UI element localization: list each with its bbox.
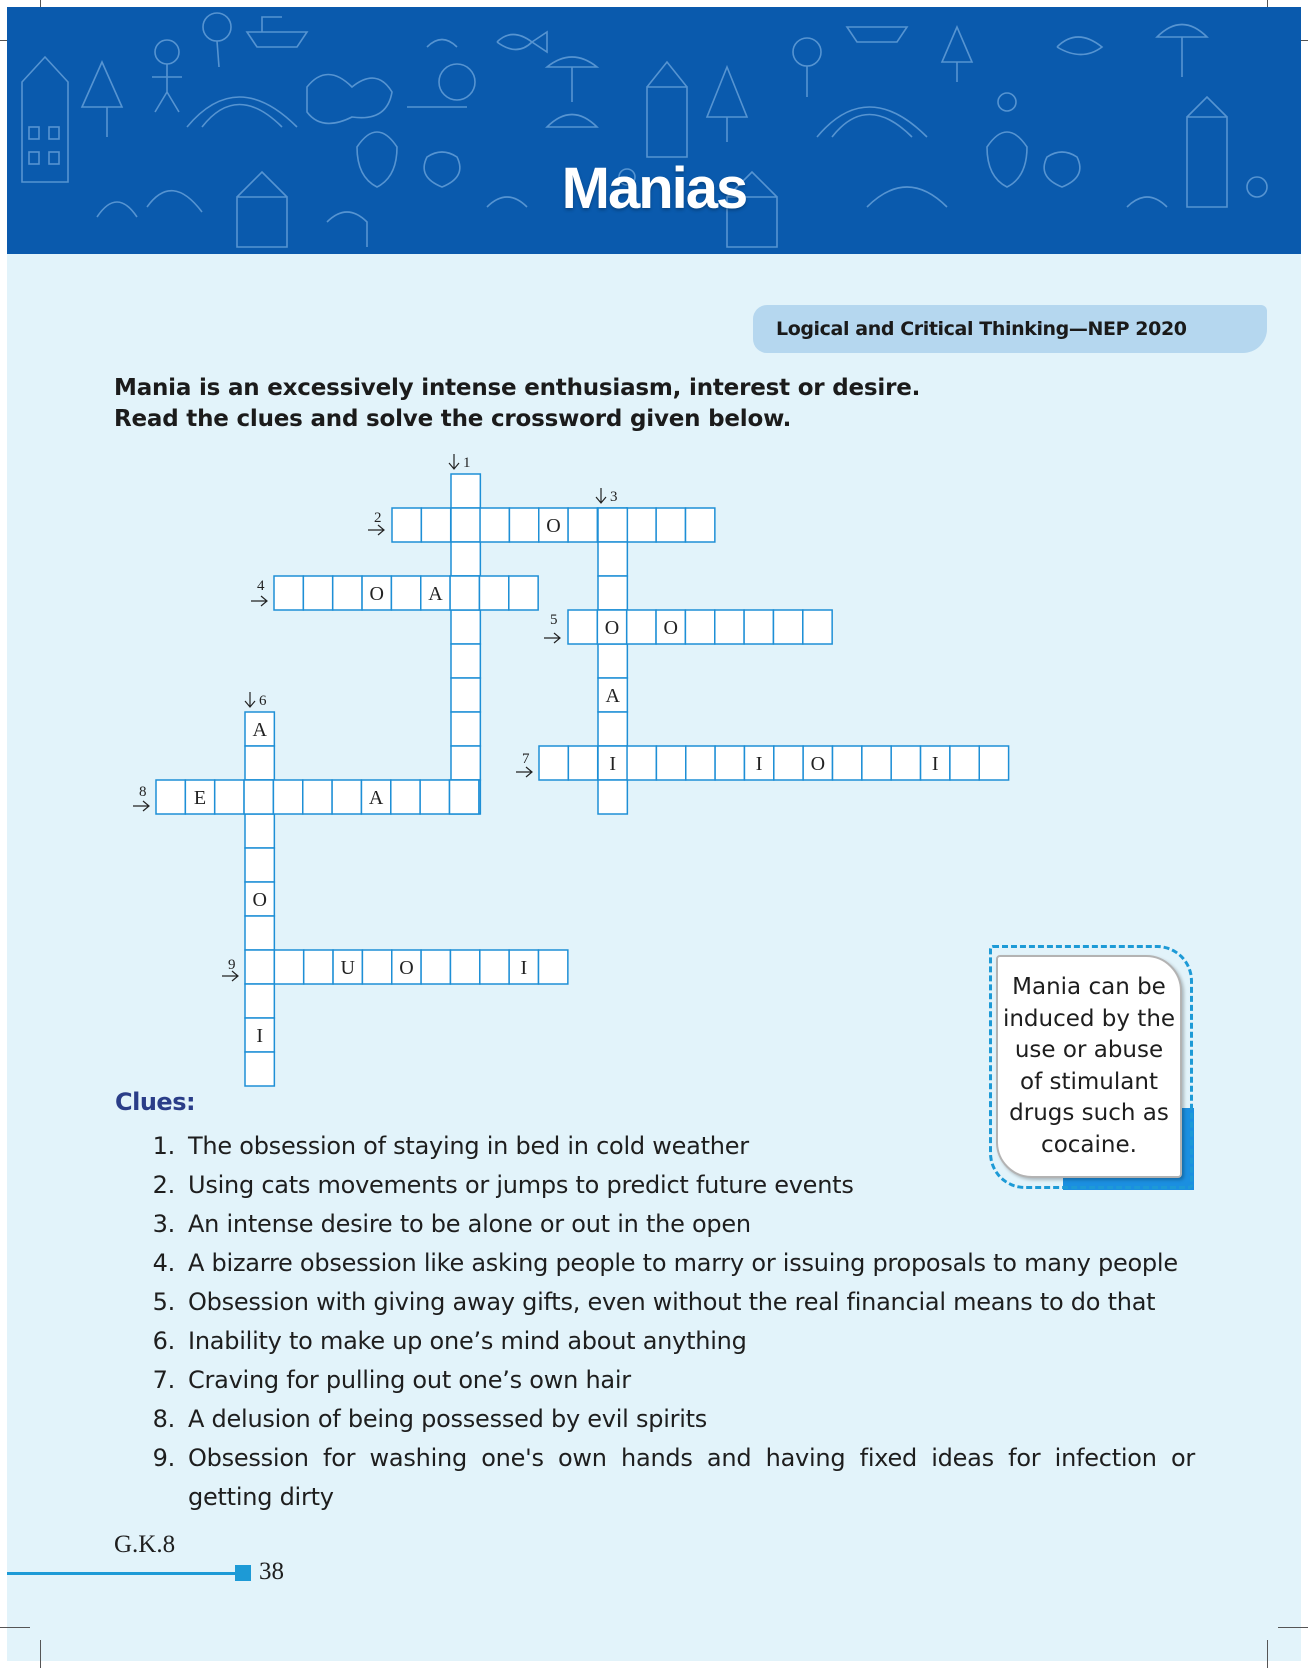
given-letter: O bbox=[546, 515, 561, 537]
crossword-cell[interactable] bbox=[568, 508, 597, 542]
crossword-cell[interactable] bbox=[332, 780, 361, 814]
clue-item bbox=[145, 1400, 1195, 1439]
crossword-cell[interactable] bbox=[891, 746, 920, 780]
clue-item-number: 2. bbox=[152, 1171, 175, 1199]
clue-item-number: 3. bbox=[152, 1210, 175, 1238]
clue-item bbox=[145, 1244, 1195, 1283]
crossword-cell[interactable] bbox=[656, 508, 685, 542]
crossword-cell[interactable] bbox=[245, 950, 274, 984]
intro-line-1: Mania is an excessively intense enthusiasm, interest or desire. bbox=[114, 375, 921, 401]
crossword-cell[interactable] bbox=[598, 542, 627, 576]
crossword-cell[interactable] bbox=[803, 610, 832, 644]
crop-mark bbox=[40, 1640, 41, 1668]
crossword-cell[interactable] bbox=[598, 644, 627, 678]
clue-item bbox=[145, 1283, 1195, 1322]
clue-item-text: Inability to make up one’s mind about anything bbox=[188, 1327, 747, 1355]
fact-line: of stimulant bbox=[1020, 1068, 1158, 1095]
given-letter: I bbox=[931, 753, 939, 775]
crossword-cell[interactable] bbox=[627, 610, 656, 644]
crossword-cell[interactable] bbox=[950, 746, 979, 780]
clue-item-number: 4. bbox=[152, 1249, 175, 1277]
crossword-cell[interactable] bbox=[451, 678, 480, 712]
crossword-cell[interactable] bbox=[509, 576, 538, 610]
crossword-cell[interactable] bbox=[421, 950, 450, 984]
down-arrow-icon bbox=[449, 454, 459, 469]
clue-item bbox=[145, 1322, 1195, 1361]
crop-mark bbox=[1278, 1627, 1308, 1628]
footer-square bbox=[235, 1565, 251, 1581]
crossword-cell[interactable] bbox=[274, 950, 303, 984]
clue-item-text: The obsession of staying in bed in cold weather bbox=[188, 1132, 749, 1160]
clue-number-3: 3 bbox=[610, 489, 618, 505]
given-letter: I bbox=[256, 1025, 264, 1047]
given-letter: O bbox=[252, 889, 267, 911]
crossword-cell[interactable] bbox=[539, 950, 568, 984]
clue-item bbox=[145, 1361, 1195, 1400]
crossword-cell[interactable] bbox=[627, 746, 656, 780]
clue-item-text: Craving for pulling out one’s own hair bbox=[188, 1366, 631, 1394]
crossword-cell[interactable] bbox=[450, 576, 479, 610]
clue-number-1: 1 bbox=[463, 455, 471, 471]
right-arrow-icon bbox=[251, 596, 267, 606]
given-letter: O bbox=[810, 753, 826, 775]
clue-item-number: 7. bbox=[152, 1366, 175, 1394]
clues-heading: Clues: bbox=[115, 1088, 196, 1116]
clue-number-2: 2 bbox=[374, 510, 382, 526]
given-letter: A bbox=[605, 685, 620, 707]
clue-item-number: 5. bbox=[152, 1288, 175, 1316]
page-title: Manias bbox=[561, 156, 747, 221]
crossword-cell[interactable] bbox=[303, 576, 332, 610]
right-arrow-icon bbox=[516, 767, 532, 777]
given-letter: A bbox=[252, 719, 267, 741]
given-letter: A bbox=[368, 787, 384, 809]
crossword-cell[interactable] bbox=[598, 780, 627, 814]
given-letter: O bbox=[399, 957, 414, 979]
crop-mark bbox=[1267, 1640, 1268, 1668]
clue-item bbox=[145, 1205, 1195, 1244]
clue-item-text: Obsession for washing one's own hands and having fixed ideas for infection or getting dirty bbox=[188, 1444, 1195, 1511]
crossword-cell[interactable] bbox=[744, 610, 773, 644]
crossword-cell[interactable] bbox=[598, 576, 627, 610]
crossword-cell[interactable] bbox=[568, 610, 597, 644]
crossword-cell[interactable] bbox=[598, 712, 627, 746]
down-arrow-icon bbox=[596, 488, 606, 503]
crossword-cell[interactable] bbox=[451, 644, 480, 678]
fact-line: drugs such as bbox=[1009, 1100, 1169, 1126]
given-letter: O bbox=[604, 617, 620, 639]
crossword-cell[interactable] bbox=[480, 508, 509, 542]
crossword-cell[interactable] bbox=[215, 780, 244, 814]
right-arrow-icon bbox=[368, 525, 384, 535]
crossword-cell[interactable] bbox=[303, 780, 332, 814]
footer-rule bbox=[7, 1572, 235, 1575]
clue-item-text: Obsession with giving away gifts, even without the real financial means to do that bbox=[188, 1288, 1156, 1316]
clue-item-text: Using cats movements or jumps to predict future events bbox=[188, 1171, 854, 1199]
crossword-cell[interactable] bbox=[274, 576, 303, 610]
crossword-cell[interactable] bbox=[833, 746, 862, 780]
crossword-cell[interactable] bbox=[715, 610, 744, 644]
intro-line-2: Read the clues and solve the crossword given below. bbox=[114, 406, 792, 432]
crop-mark bbox=[0, 1627, 30, 1628]
crossword-cell[interactable] bbox=[627, 508, 656, 542]
given-letter: A bbox=[428, 583, 443, 605]
clue-number-5: 5 bbox=[550, 612, 558, 628]
crossword-cell[interactable] bbox=[568, 746, 597, 780]
clue-item-text: A delusion of being possessed by evil spirits bbox=[188, 1405, 708, 1433]
given-letter: E bbox=[193, 787, 207, 809]
nep-badge-label: Logical and Critical Thinking—NEP 2020 bbox=[776, 318, 1187, 340]
crossword-cell[interactable] bbox=[479, 576, 508, 610]
crossword-cell[interactable] bbox=[273, 780, 302, 814]
crossword-cell[interactable] bbox=[451, 542, 480, 576]
crossword-cell[interactable] bbox=[656, 746, 685, 780]
crossword-cell[interactable] bbox=[391, 576, 420, 610]
crossword-cell[interactable] bbox=[451, 746, 480, 780]
clue-item bbox=[145, 1439, 1195, 1517]
crossword-cell[interactable] bbox=[862, 746, 891, 780]
clue-item-text: An intense desire to be alone or out in the open bbox=[188, 1210, 751, 1238]
crossword-cell[interactable] bbox=[362, 950, 391, 984]
crossword-cell[interactable] bbox=[156, 780, 185, 814]
crossword-cell[interactable] bbox=[245, 746, 274, 780]
crossword-cell[interactable] bbox=[451, 508, 480, 542]
clue-item-number: 1. bbox=[152, 1132, 175, 1160]
clue-number-4: 4 bbox=[257, 578, 265, 594]
given-letter: U bbox=[340, 957, 355, 979]
crossword-cell[interactable] bbox=[685, 610, 714, 644]
fact-line: use or abuse bbox=[1014, 1037, 1164, 1063]
crossword-cell[interactable] bbox=[450, 950, 479, 984]
given-letter: I bbox=[520, 957, 528, 979]
down-arrow-icon bbox=[245, 692, 255, 707]
crossword-cell[interactable] bbox=[421, 508, 450, 542]
fact-box-text bbox=[998, 972, 1180, 1161]
crossword-cell[interactable] bbox=[245, 814, 274, 848]
crossword-cell[interactable] bbox=[245, 916, 274, 950]
given-letter: I bbox=[609, 753, 617, 775]
crossword-cell[interactable] bbox=[333, 576, 362, 610]
crossword-cell[interactable] bbox=[773, 610, 802, 644]
right-arrow-icon bbox=[133, 801, 149, 811]
fact-line: induced by the bbox=[1002, 1005, 1176, 1032]
crossword-cell[interactable] bbox=[245, 984, 274, 1018]
page-number: 38 bbox=[259, 1558, 284, 1585]
clue-number-7: 7 bbox=[522, 751, 530, 767]
fact-line: Mania can be bbox=[1012, 974, 1166, 1000]
clue-number-6: 6 bbox=[259, 693, 267, 709]
book-label: G.K.8 bbox=[114, 1531, 176, 1558]
crossword-cell[interactable] bbox=[451, 712, 480, 746]
crossword-cell[interactable] bbox=[686, 746, 715, 780]
crossword-cell[interactable] bbox=[480, 950, 509, 984]
given-letter: O bbox=[663, 617, 678, 639]
clue-number-8: 8 bbox=[139, 784, 147, 800]
crossword-cell[interactable] bbox=[244, 780, 273, 814]
clue-item-number: 8. bbox=[152, 1405, 175, 1433]
crossword-cell[interactable] bbox=[392, 508, 421, 542]
crossword-cell[interactable] bbox=[686, 508, 715, 542]
crossword-cell[interactable] bbox=[391, 780, 420, 814]
crossword-cell[interactable] bbox=[420, 780, 449, 814]
crossword-cell[interactable] bbox=[245, 1052, 274, 1086]
crossword-cell[interactable] bbox=[774, 746, 803, 780]
crossword-cell[interactable] bbox=[245, 848, 274, 882]
given-letter: I bbox=[755, 753, 763, 775]
crossword-cell[interactable] bbox=[979, 746, 1008, 780]
given-letter: O bbox=[369, 583, 384, 605]
right-arrow-icon bbox=[544, 633, 560, 643]
crossword-cell[interactable] bbox=[598, 508, 627, 542]
crossword-cell[interactable] bbox=[451, 474, 480, 508]
clue-item-number: 6. bbox=[152, 1327, 175, 1355]
clue-number-9: 9 bbox=[228, 957, 236, 973]
fact-line: cocaine. bbox=[1041, 1131, 1137, 1158]
crossword-cell[interactable] bbox=[509, 508, 538, 542]
crossword-cell[interactable] bbox=[539, 746, 568, 780]
crossword-cell[interactable] bbox=[715, 746, 744, 780]
crossword-cell[interactable] bbox=[451, 610, 480, 644]
clue-item-text: A bizarre obsession like asking people to marry or issuing proposals to many people bbox=[188, 1249, 1178, 1277]
crossword-cell[interactable] bbox=[304, 950, 333, 984]
clue-item-number: 9. bbox=[152, 1444, 175, 1472]
crossword-cell[interactable] bbox=[450, 780, 479, 814]
